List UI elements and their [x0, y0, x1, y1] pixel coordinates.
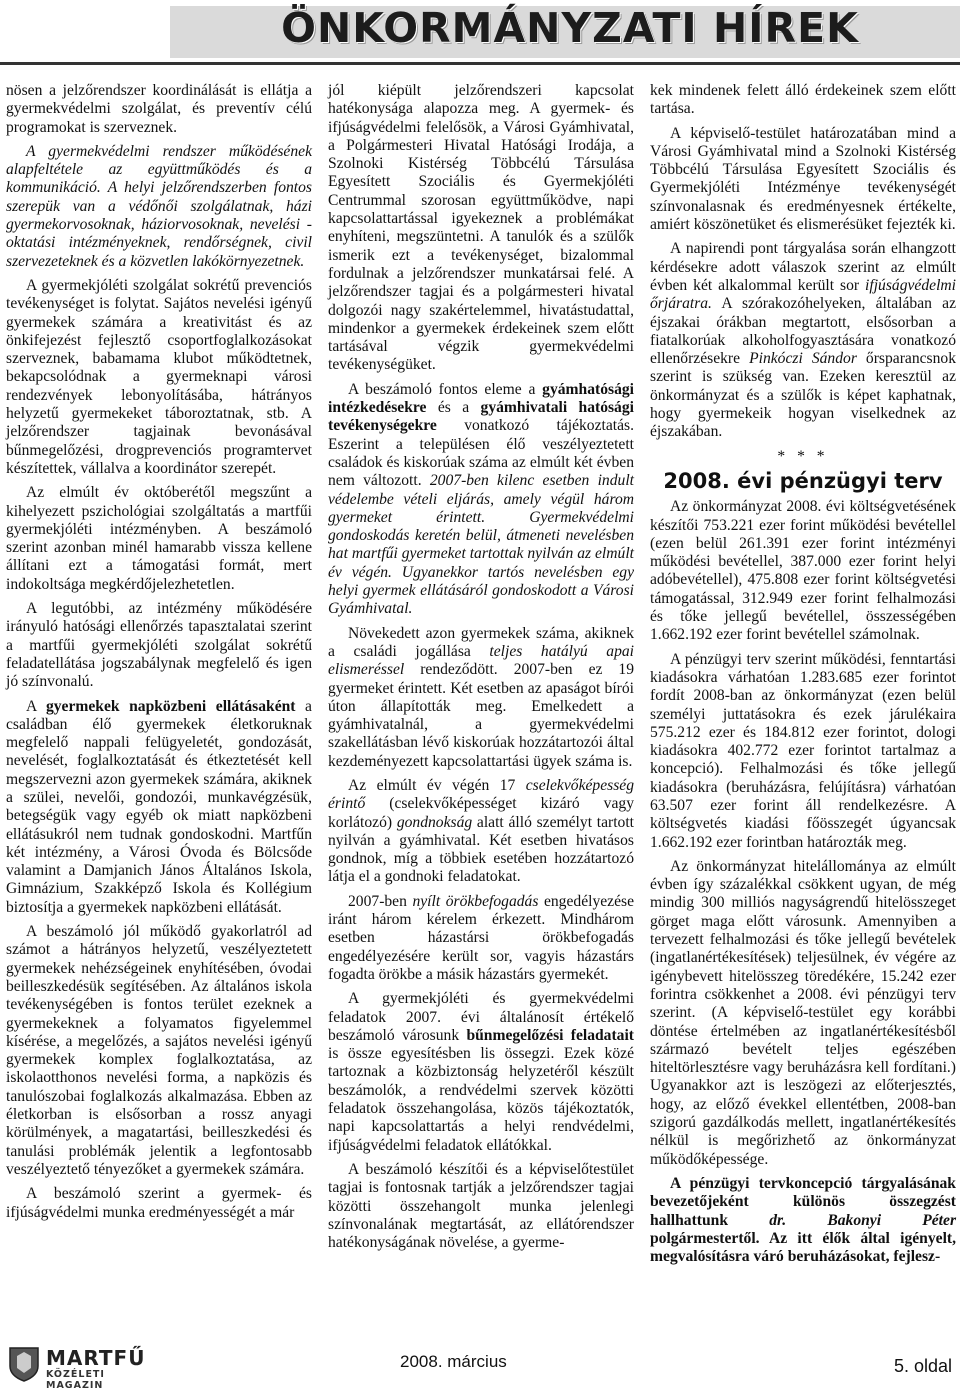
bold-italic-text: dr. Bakonyi Péter: [769, 1211, 957, 1229]
text: alatt álló személyt tartott nyilván a gyámhivatal. Két esetben hivatásos gondnok, míg a többiek esetében hozzátartozó látja el a gondnoki feladatokat.: [328, 813, 634, 886]
text: A gyermekjóléti és gyermekvédelmi feladatok 2007. évi általánosít értékelő beszámoló városunk: [328, 990, 634, 1044]
text: A beszámoló fontos eleme a: [348, 380, 543, 398]
paragraph: A képviselő-testület határozatában mind a Városi Gyámhivatal mind a Szolnoki Kistérség Többcélú Társulása Egyesített Szociális és Gyermekjóléti Intézménye tevékenységét színvonalasnak és eredményesnek értékelte, amiért köszönetüket és elismerésüket fejezték ki.: [650, 124, 956, 234]
paragraph: [328, 625, 634, 771]
text: (cselekvőképességet kizáró vagy korlátozó): [328, 795, 634, 831]
bold-text: polgármestertől. Az itt élők által igényelt, megvalósításra váró beruházásokat, fejlesz-: [650, 1229, 956, 1266]
italic-text: 2007-ben kilenc esetben indult védelembe vételi eljárás, amely végül három gyermeket érintett. Gyermekvédelmi gondoskodás keretén belül, átmeneti nevelésben hat martfűi gyermeket tartottak nyilván az elmúlt év végén. Ugyanekkor tartós nevelésben egy helyi gyermek ellátásáról gondoskodott a Városi Gyámhivatal.: [328, 472, 634, 618]
page-header: [0, 0, 960, 62]
magazine-logo: [8, 1346, 158, 1391]
paragraph: Az önkormányzat hitelállománya az elmúlt évben így százalékkal csökkent ugyan, de még mindig 300 milliós nagyságrendű hitelösszeget görget maga előtt városunk. Amennyiben a tervezett felhalmozási és tőke jellegű bevételek (ingatlanértékesítések) teljesülnek, év végére az igénybevett hitelösszeg töredékére, 15.242 ezer forintra csökkenhet a 2008. évi pénzügyi terv szerint. (A képviselő-testület egy korábbi döntése értelmében az ingatlanértékesítésből származó bevételt teljes egészében hiteltörlesztésre vagy beruházásra kell fordítani.) Ugyanakkor azt is leszögezi az előterjesztés, hogy, az előző évekkel ellentétben, 2008-ban szigorú gazdálkodás mellett, ingatlanértékesítés nélkül is megőrizhető az önkormányzat működőképessége.: [650, 857, 956, 1168]
section-separator: * * *: [777, 447, 829, 465]
italic-text: teljes hatályú apai elismeréssel: [328, 642, 634, 679]
column-3: [650, 82, 956, 1272]
paragraph: jól kiépült jelzőrendszeri kapcsolat hatékonysága alapozza meg. A gyermek- és ifjúságvédelmi felelősök, a Városi Gyámhivatal, a Polgármesteri Hivatal Hatósági Irodája, a Szolnoki Kistérség Többcélú Társulása Egyesített Szociális és Gyermekjóléti Centrummal szorosan együttműködve, napi kapcsolattartással igyekeznek a problémákat enyhíteni, megszüntetni. A tanulók és a szülők ismerik ezt a tevékenységet, bizalommal fordulnak a jelzőrendszer munkatársai felé. A jelzőrendszer tagjai és a polgármesteri hivatal dolgozói nagy szakértelemmel, hivatástudattal, mindenkor a gyermekek érdekeinek szem előtt tartásával végzik gyermekvédelmi tevékenységüket.: [328, 82, 634, 374]
text: a családban élő gyermekek életkoruknak megfelelő nappali felügyeletét, gondozását, nevelését, foglalkoztatását és étkeztetését kell megszervezni azon gyermekek számára, akiknek a szülei, nevelői, gondozói, munkavégzésük, betegségük vagy egyéb ok miatt napközbeni ellátásukról nem tudnak gondoskodni. Martfűn két intézmény, a Városi Óvoda és Bölcsőde valamint a Damjanich János Általános Iskola, Gimnázium, Szakképző Iskola és Kollégium biztosítja a gyermekek napközbeni ellátását.: [6, 697, 312, 916]
header-rule: [0, 62, 960, 65]
paragraph: Az elmúlt év októberétől megszűnt a kihelyezett pszichológiai szolgáltatás a martfűi gyermekjóléti intézményben. A beszámoló szerint azonban minél hamarabb vissza kellene állítani ezt a támogatási formát, mert indokoltsága megkérdőjelezhetetlen.: [6, 484, 312, 593]
paragraph: [328, 893, 634, 984]
italic-text: nyílt örökbefogadás: [412, 892, 539, 910]
text: A: [26, 697, 46, 715]
paragraph: A legutóbbi, az intézmény működésére irányuló hatósági ellenőrzés tapasztalatai szerint a martfűi gyermekjóléti szolgálat sokrétű feladatellátása jogszabálynak megfelelő és igen jó színvonalú.: [6, 600, 312, 691]
text: Növekedett azon gyermekek száma, akiknek a családi jogállása: [328, 624, 634, 660]
article-heading: 2008. évi pénzügyi terv: [663, 468, 943, 493]
text: Az elmúlt év végén 17: [348, 776, 526, 794]
text: engedélyezése iránt három kérelem érkezett. Mindhárom esetben házastársi örökbefogadás engedélyezésére került sor, vagyis házastárs fogadta örökbe a másik házastárs gyermekét.: [328, 892, 634, 983]
section-title: ÖNKORMÁNYZATI HÍREK: [281, 4, 859, 52]
text: őrsparancsnok szerint is szükség van. Ezeken keresztül az önkormányzat és a szülők is képet kaphatnak, hogy gyermekeik hogyan viselkednek az éjszakában.: [650, 350, 957, 441]
page-number: 5. oldal: [893, 1356, 952, 1376]
bold-text: A pénzügyi tervkoncepció tárgyalásának bevezetőjeként különös összegzést hallhattunk: [650, 1174, 956, 1229]
italic-text: cselekvőképesség érintő: [328, 776, 634, 813]
bold-text: gyámhivatali hatósági tevékenységekre: [328, 399, 634, 435]
text: rendeződött. 2007-ben ez 19 gyermeket érintett. Két esetben az apaságot bírói úton állapították meg. Emelkedett a gyámhivatalnál, a gyermekvédelmi szakellátásban lévő kiskorúak hozzátartozói által kezdeményezett kapcsolattartási ügyek száma is.: [328, 661, 634, 770]
text: is össze egyesítésben lis össegzi. Ezek közé tartoznak a közbiztonság helyzetéről készült beszámolók, a rendvédelmi szervek közötti feladatok összehangolása, közös tájékoztatók, napi kapcsolattartás a helyi rendvédelmi, ifjúságvédelmi feladatok ellátókkal.: [328, 1045, 634, 1154]
column-1: [6, 82, 312, 1228]
paragraph: Az önkormányzat 2008. évi költségvetésének készítői 753.221 ezer forint működési bevétellel (ezen belül 261.391 ezer forint intézményi működési bevétellel, 387.000 ezer forint helyi adóbevétellel), 475.808 ezer forint költségvetési támogatással, 312.949 ezer forint felhalmozási és tőke jellegű bevétellel, összességében 1.662.192 ezer forint bevétellel számolnak.: [650, 498, 956, 644]
paragraph: A gyermekjóléti szolgálat sokrétű prevenciós tevékenységet is folytat. Sajátos nevelési igényű gyermekek számára a kreativitást és az önkifejezést fejlesztő csoportfoglalkozásokat szerveznek, babamama klubot működtetnek, bekapcsolódnak a gyermeknapi városi rendezvények lebonyolításába, hátrányos helyzetű gyermekeket táboroztatnak, stb. A jelzőrendszer tagjainak bevonásával bűnmegelőzési, drogprevenciós programtervet készítettek, vállalva a koordinátor szerepét.: [6, 276, 312, 477]
paragraph: nösen a jelzőrendszer koordinálását is ellátja a gyermekvédelmi szolgálat, és preventív célú programokat is szerveznek.: [6, 82, 312, 136]
paragraph: [650, 240, 956, 441]
italic-text: gondnokság: [396, 813, 473, 831]
paragraph: A beszámoló készítői és a képviselőtestület tagjai is fontosnak tartják a jelzőrendszer tagjai közötti összehangolt munka jelenlegi színvonalának megtartását, az ellátórendszer hatékonyságának növelése, a gyerme-: [328, 1160, 634, 1252]
bold-text: bűnmegelőzési feladatait: [466, 1026, 634, 1044]
logo-subtitle: KÖZÉLETI MAGAZIN: [46, 1369, 105, 1391]
text: vonatkozó tájékoztatás. Eszerint a településen élő veszélyeztetett családok és kiskorúak száma az elmúlt két évben nem változott.: [328, 417, 634, 490]
paragraph: [328, 990, 634, 1155]
italic-text: ifjúságvédelmi őrjáratra.: [650, 276, 956, 313]
column-2: [328, 82, 634, 1258]
paragraph: [328, 777, 634, 887]
bold-text: gyámhatósági intézkedésekre: [328, 380, 634, 417]
paragraph: A gyermekvédelmi rendszer működésének alapfeltétele az együttműködés és a kommunikáció. A helyi jelzőrendszerben fontos szerepük van a védőnői szolgálatnak, házi gyermekorvosoknak, háziorvosoknak, nevelési - oktatási intézményeknek, rendőrségnek, civil szervezeteknek és a közvetlen lakókörnyezetnek.: [6, 142, 312, 270]
crest-icon: [8, 1346, 40, 1382]
paragraph: kek mindenek felett álló érdekeinek szem előtt tartása.: [650, 82, 956, 118]
paragraph: [650, 1175, 956, 1266]
text: A szórakozóhelyeken, általában az éjszakai órákban megtartott, elsősorban a fiatalkorúak alkoholfogyasztására vonatkozó ellenőrzésekre: [650, 295, 956, 368]
text: 2007-ben: [348, 892, 413, 910]
paragraph: A beszámoló jól működő gyakorlatról ad számot a hátrányos helyzetű, veszélyeztetett gyermekek nehézségeinek enyhítésében, óvodai beilleszkedésük segítésében. Az általános iskola tevékenységében is fontos terület ezeknek a gyermekeknek a folyamatos figyelemmel kísérése, a megelőzés, a sajátos nevelési igényű gyermekek komplex foglalkoztatása, az iskolaotthonos nevelési forma, a napközis és tanulószobai foglalkozás alkalmazása. Ebben az életkorban is elsősorban a rossz anyagi körülmények, a magatartási, beilleszkedési és tanulási problémák jelentik a legfontosabb veszélyeztető tényezőket a gyermekek számára.: [6, 923, 312, 1178]
paragraph: A beszámoló szerint a gyermek- és ifjúságvédelmi munka eredményességét a már: [6, 1185, 312, 1221]
logo-title: MARTFŰ: [46, 1346, 146, 1370]
issue-date: 2008. március: [400, 1352, 507, 1371]
text: A napirendi pont tárgyalása során elhangzott kérdésekre adott válaszok szerint az elmúlt évben két alkalommal került sor: [650, 240, 956, 294]
text: és a: [426, 399, 481, 417]
paragraph: [6, 698, 312, 918]
bold-text: gyermekek napközbeni ellátásaként: [45, 697, 296, 715]
paragraph: A pénzügyi terv szerint működési, fenntartási kiadásokra várhatóan 1.283.685 ezer forintot fordít 2008-ban az önkormányzat (ezen belül személyi juttatásokra és ezek járulékaira 575.212 ezer és 184.812 ezer forintot, dologi kiadásokra 402.772 ezer forintot tartalmaz a koncepció). Felhalmozási és tőke jellegű kiadásokra (beruházásra, felújításra) várhatóan 63.507 ezer forint áll rendelkezésre. A költségvetés kiadási főösszegét úgyancsak 1.662.192 ezer forintban határozták meg.: [650, 650, 956, 851]
paragraph: [328, 381, 634, 619]
italic-text: Pinkóczi Sándor: [749, 350, 857, 368]
